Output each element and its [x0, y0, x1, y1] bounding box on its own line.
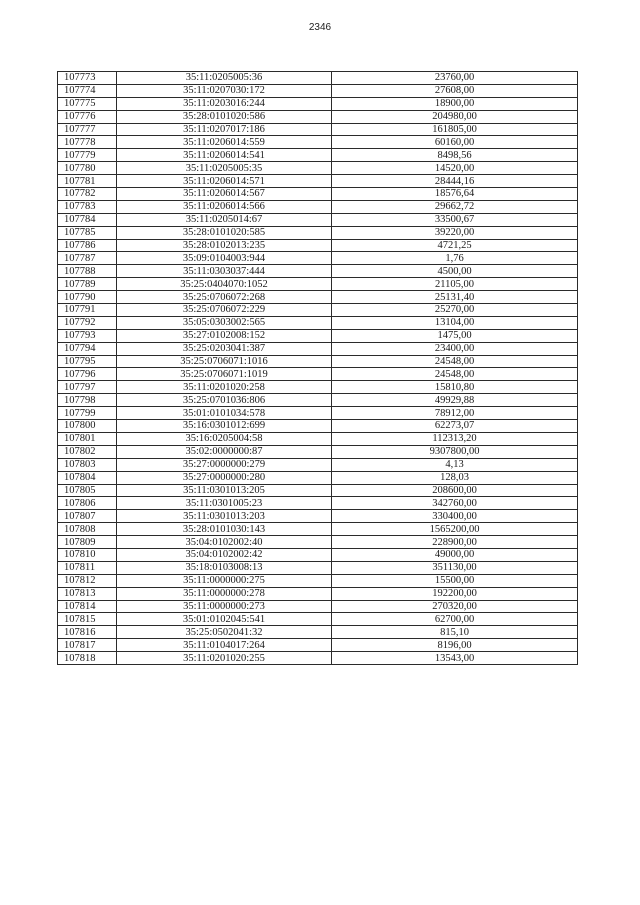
cadastral-number-cell: 35:25:0706072:268: [117, 291, 332, 304]
value-cell: 21105,00: [332, 278, 578, 291]
cadastral-number-cell: 35:11:0000000:273: [117, 600, 332, 613]
table-row: [58, 407, 578, 420]
value-cell: 192200,00: [332, 587, 578, 600]
table-row: [58, 316, 578, 329]
cadastral-number-cell: 35:27:0000000:279: [117, 458, 332, 471]
row-number-cell: 107809: [58, 536, 117, 549]
cadastral-number-cell: 35:25:0706071:1019: [117, 368, 332, 381]
row-number-cell: 107774: [58, 84, 117, 97]
value-cell: 60160,00: [332, 136, 578, 149]
cadastral-number-cell: 35:11:0206014:566: [117, 200, 332, 213]
table-row: [58, 613, 578, 626]
row-number-cell: 107795: [58, 355, 117, 368]
value-cell: 128,03: [332, 471, 578, 484]
row-number-cell: 107789: [58, 278, 117, 291]
value-cell: 4500,00: [332, 265, 578, 278]
row-number-cell: 107805: [58, 484, 117, 497]
table-row: [58, 278, 578, 291]
cadastral-number-cell: 35:25:0706071:1016: [117, 355, 332, 368]
table-row: [58, 432, 578, 445]
row-number-cell: 107803: [58, 458, 117, 471]
value-cell: 342760,00: [332, 497, 578, 510]
cadastral-number-cell: 35:11:0206014:559: [117, 136, 332, 149]
value-cell: 27608,00: [332, 84, 578, 97]
cadastral-number-cell: 35:11:0201020:258: [117, 381, 332, 394]
table-row: [58, 355, 578, 368]
value-cell: 13104,00: [332, 316, 578, 329]
cadastral-number-cell: 35:11:0000000:278: [117, 587, 332, 600]
value-cell: 33500,67: [332, 213, 578, 226]
table-row: [58, 536, 578, 549]
cadastral-number-cell: 35:11:0206014:571: [117, 175, 332, 188]
cadastral-number-cell: 35:11:0207017:186: [117, 123, 332, 136]
cadastral-number-cell: 35:11:0205005:36: [117, 72, 332, 85]
cadastral-number-cell: 35:27:0000000:280: [117, 471, 332, 484]
cadastral-number-cell: 35:01:0102045:541: [117, 613, 332, 626]
value-cell: 62273,07: [332, 420, 578, 433]
table-row: [58, 523, 578, 536]
row-number-cell: 107801: [58, 432, 117, 445]
table-row: [58, 394, 578, 407]
row-number-cell: 107802: [58, 445, 117, 458]
table-row: [58, 368, 578, 381]
row-number-cell: 107798: [58, 394, 117, 407]
cadastral-number-cell: 35:11:0206014:541: [117, 149, 332, 162]
row-number-cell: 107816: [58, 626, 117, 639]
value-cell: 1,76: [332, 252, 578, 265]
value-cell: 28444,16: [332, 175, 578, 188]
table-row: [58, 304, 578, 317]
value-cell: 25131,40: [332, 291, 578, 304]
row-number-cell: 107812: [58, 574, 117, 587]
row-number-cell: 107818: [58, 652, 117, 665]
value-cell: 815,10: [332, 626, 578, 639]
value-cell: 1475,00: [332, 329, 578, 342]
row-number-cell: 107779: [58, 149, 117, 162]
cadastral-number-cell: 35:25:0404070:1052: [117, 278, 332, 291]
table-row: [58, 445, 578, 458]
row-number-cell: 107811: [58, 561, 117, 574]
row-number-cell: 107815: [58, 613, 117, 626]
row-number-cell: 107806: [58, 497, 117, 510]
table-row: [58, 574, 578, 587]
row-number-cell: 107800: [58, 420, 117, 433]
row-number-cell: 107783: [58, 200, 117, 213]
value-cell: 18900,00: [332, 97, 578, 110]
cadastral-number-cell: 35:27:0102008:152: [117, 329, 332, 342]
row-number-cell: 107797: [58, 381, 117, 394]
row-number-cell: 107777: [58, 123, 117, 136]
row-number-cell: 107773: [58, 72, 117, 85]
table-row: [58, 200, 578, 213]
cadastral-number-cell: 35:11:0206014:567: [117, 188, 332, 201]
row-number-cell: 107794: [58, 342, 117, 355]
row-number-cell: 107814: [58, 600, 117, 613]
value-cell: 4,13: [332, 458, 578, 471]
value-cell: 13543,00: [332, 652, 578, 665]
cadastral-number-cell: 35:11:0104017:264: [117, 639, 332, 652]
cadastral-number-cell: 35:25:0701036:806: [117, 394, 332, 407]
row-number-cell: 107784: [58, 213, 117, 226]
table-row: [58, 252, 578, 265]
row-number-cell: 107786: [58, 239, 117, 252]
table-row: [58, 175, 578, 188]
value-cell: 270320,00: [332, 600, 578, 613]
cadastral-number-cell: 35:28:0101020:585: [117, 226, 332, 239]
cadastral-number-cell: 35:11:0205014:67: [117, 213, 332, 226]
value-cell: 330400,00: [332, 510, 578, 523]
row-number-cell: 107782: [58, 188, 117, 201]
cadastral-number-cell: 35:18:0103008:13: [117, 561, 332, 574]
table-row: [58, 626, 578, 639]
cadastral-number-cell: 35:11:0303037:444: [117, 265, 332, 278]
table-row: [58, 239, 578, 252]
value-cell: 4721,25: [332, 239, 578, 252]
cadastral-number-cell: 35:11:0207030:172: [117, 84, 332, 97]
value-cell: 49000,00: [332, 548, 578, 561]
row-number-cell: 107788: [58, 265, 117, 278]
table-row: [58, 587, 578, 600]
row-number-cell: 107817: [58, 639, 117, 652]
cadastral-number-cell: 35:11:0301013:203: [117, 510, 332, 523]
value-cell: 62700,00: [332, 613, 578, 626]
table-row: [58, 72, 578, 85]
registry-table: [57, 71, 578, 665]
cadastral-number-cell: 35:16:0301012:699: [117, 420, 332, 433]
row-number-cell: 107808: [58, 523, 117, 536]
row-number-cell: 107796: [58, 368, 117, 381]
value-cell: 9307800,00: [332, 445, 578, 458]
table-row: [58, 123, 578, 136]
table-row: [58, 381, 578, 394]
cadastral-number-cell: 35:28:0101030:143: [117, 523, 332, 536]
value-cell: 39220,00: [332, 226, 578, 239]
value-cell: 24548,00: [332, 368, 578, 381]
table-row: [58, 291, 578, 304]
value-cell: 29662,72: [332, 200, 578, 213]
value-cell: 24548,00: [332, 355, 578, 368]
registry-table-body: [58, 72, 578, 665]
value-cell: 161805,00: [332, 123, 578, 136]
value-cell: 23760,00: [332, 72, 578, 85]
value-cell: 23400,00: [332, 342, 578, 355]
cadastral-number-cell: 35:09:0104003:944: [117, 252, 332, 265]
value-cell: 228900,00: [332, 536, 578, 549]
value-cell: 208600,00: [332, 484, 578, 497]
cadastral-number-cell: 35:16:0205004:58: [117, 432, 332, 445]
cadastral-number-cell: 35:04:0102002:42: [117, 548, 332, 561]
table-row: [58, 162, 578, 175]
table-row: [58, 420, 578, 433]
row-number-cell: 107780: [58, 162, 117, 175]
cadastral-number-cell: 35:28:0101020:586: [117, 110, 332, 123]
cadastral-number-cell: 35:11:0203016:244: [117, 97, 332, 110]
table-row: [58, 265, 578, 278]
table-row: [58, 97, 578, 110]
row-number-cell: 107785: [58, 226, 117, 239]
table-row: [58, 548, 578, 561]
table-row: [58, 497, 578, 510]
value-cell: 1565200,00: [332, 523, 578, 536]
value-cell: 204980,00: [332, 110, 578, 123]
cadastral-number-cell: 35:05:0303002:565: [117, 316, 332, 329]
row-number-cell: 107778: [58, 136, 117, 149]
value-cell: 78912,00: [332, 407, 578, 420]
table-row: [58, 213, 578, 226]
row-number-cell: 107776: [58, 110, 117, 123]
cadastral-number-cell: 35:04:0102002:40: [117, 536, 332, 549]
row-number-cell: 107781: [58, 175, 117, 188]
cadastral-number-cell: 35:11:0301005:23: [117, 497, 332, 510]
cadastral-number-cell: 35:11:0000000:275: [117, 574, 332, 587]
value-cell: 49929,88: [332, 394, 578, 407]
table-row: [58, 510, 578, 523]
cadastral-number-cell: 35:11:0301013:205: [117, 484, 332, 497]
table-row: [58, 458, 578, 471]
value-cell: 25270,00: [332, 304, 578, 317]
row-number-cell: 107792: [58, 316, 117, 329]
table-row: [58, 149, 578, 162]
cadastral-number-cell: 35:28:0102013:235: [117, 239, 332, 252]
table-row: [58, 639, 578, 652]
row-number-cell: 107775: [58, 97, 117, 110]
row-number-cell: 107790: [58, 291, 117, 304]
value-cell: 14520,00: [332, 162, 578, 175]
cadastral-number-cell: 35:02:0000000:87: [117, 445, 332, 458]
value-cell: 8196,00: [332, 639, 578, 652]
table-row: [58, 561, 578, 574]
table-row: [58, 110, 578, 123]
value-cell: 15810,80: [332, 381, 578, 394]
row-number-cell: 107813: [58, 587, 117, 600]
table-row: [58, 188, 578, 201]
value-cell: 112313,20: [332, 432, 578, 445]
table-row: [58, 84, 578, 97]
value-cell: 351130,00: [332, 561, 578, 574]
table-row: [58, 136, 578, 149]
cadastral-number-cell: 35:25:0706072:229: [117, 304, 332, 317]
row-number-cell: 107787: [58, 252, 117, 265]
row-number-cell: 107799: [58, 407, 117, 420]
cadastral-number-cell: 35:11:0201020:255: [117, 652, 332, 665]
page-number: 2346: [308, 22, 332, 33]
cadastral-number-cell: 35:01:0101034:578: [117, 407, 332, 420]
row-number-cell: 107804: [58, 471, 117, 484]
table-row: [58, 226, 578, 239]
value-cell: 18576,64: [332, 188, 578, 201]
row-number-cell: 107810: [58, 548, 117, 561]
table-row: [58, 471, 578, 484]
table-row: [58, 329, 578, 342]
cadastral-number-cell: 35:25:0502041:32: [117, 626, 332, 639]
row-number-cell: 107793: [58, 329, 117, 342]
value-cell: 8498,56: [332, 149, 578, 162]
row-number-cell: 107807: [58, 510, 117, 523]
table-row: [58, 484, 578, 497]
table-row: [58, 342, 578, 355]
cadastral-number-cell: 35:25:0203041:387: [117, 342, 332, 355]
row-number-cell: 107791: [58, 304, 117, 317]
cadastral-number-cell: 35:11:0205005:35: [117, 162, 332, 175]
table-row: [58, 652, 578, 665]
table-row: [58, 600, 578, 613]
value-cell: 15500,00: [332, 574, 578, 587]
